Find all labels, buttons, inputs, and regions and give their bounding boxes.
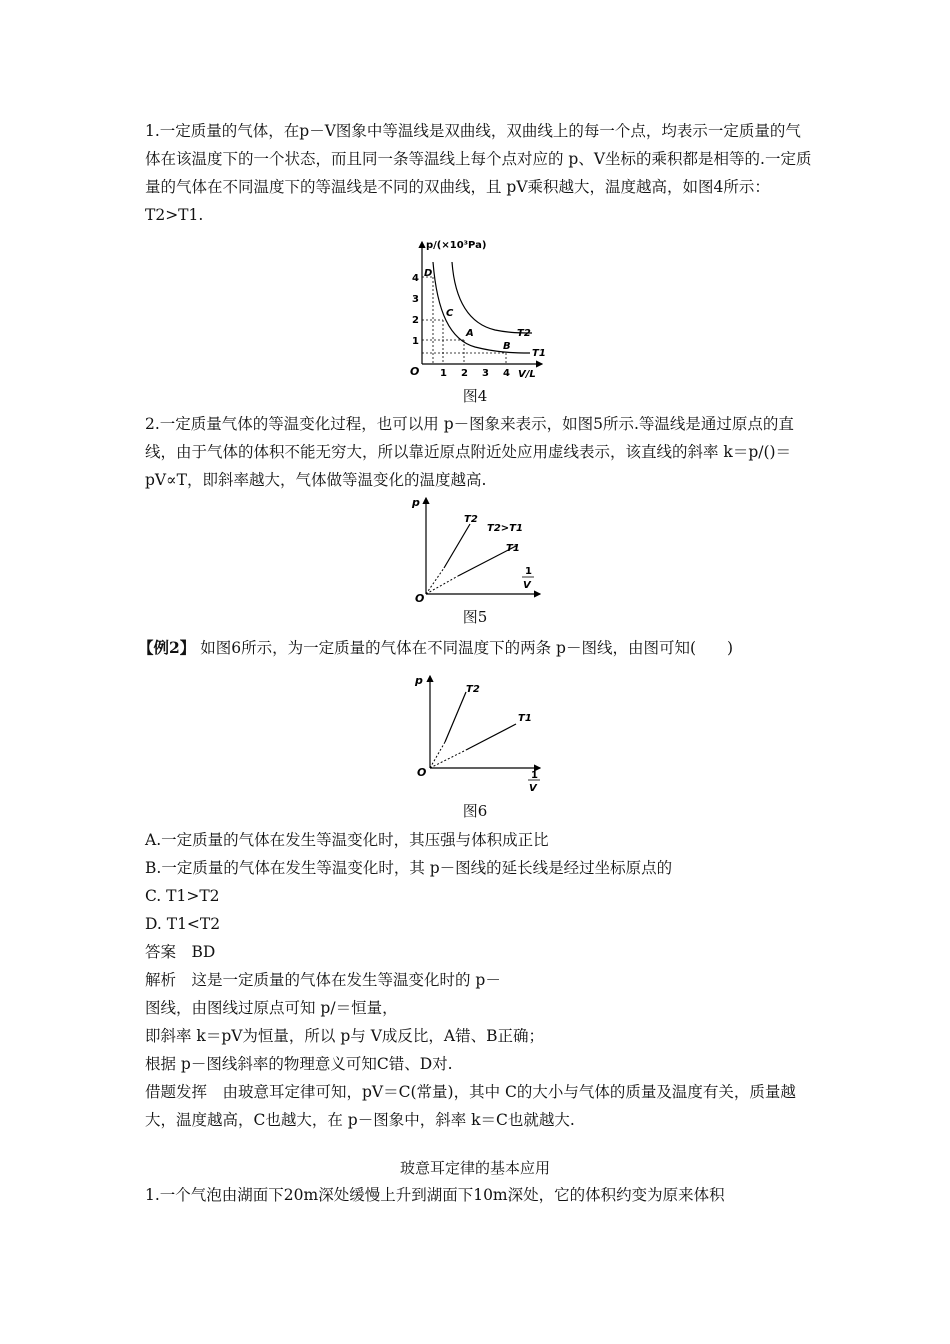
x-tick: 1 [440,368,447,379]
x-axis-label: V/L [518,369,536,380]
point-b: B [503,341,511,352]
y-axis-label: p/(×10³Pa) [426,240,487,251]
y-tick: 1 [412,336,419,347]
y-tick: 3 [412,294,419,305]
point-c: C [446,308,454,319]
figure-4-pv-graph [400,232,560,382]
example-2-question [138,634,808,662]
question-1: 1.一个气泡由湖面下20m深处缓慢上升到湖面下10m深处，它的体积约变为原来体积 [145,1186,725,1204]
x-label-denominator: V [529,783,537,794]
origin-label: O [415,592,425,604]
y-ticks [412,273,419,347]
y-tick: 2 [412,315,419,326]
paragraph-isotherm-line: 2.一定质量气体的等温变化过程，也可以用 p－图象来表示，如图5所示.等温线是通过原点的直线，由于气体的体积不能无穷大，所以靠近原点附近处应用虚线表示，该直线的斜率 k＝p/()＝pV∝T，即斜率越大，气体做等温变化的温度越高. [145,415,794,489]
y-axis-label: p [412,496,420,509]
x-ticks [440,368,510,379]
line-label-t1: T1 [518,713,532,724]
x-tick: 4 [503,368,510,379]
x-tick: 2 [461,368,468,379]
origin-label: O [417,766,427,779]
point-d: D [424,268,433,279]
isotherm-t2 [452,262,532,333]
origin-label: O [410,365,420,378]
example-tag: 【例2】 [138,638,196,657]
y-axis-label: p [415,674,423,687]
x-label-numerator: 1 [531,770,538,781]
analysis-line: 图线，由图线过原点可知 p/＝恒量， [145,999,398,1017]
paragraph-prefix: 1.一定质量的气体，在 [145,122,300,140]
x-tick: 3 [482,368,489,379]
line-label-t2: T2 [464,514,478,525]
line-label-t1: T1 [506,543,520,554]
extension-paragraph: 借题发挥 由玻意耳定律可知，pV＝C(常量)，其中 C的大小与气体的质量及温度有关，质量越大，温度越高，C也越大，在 p－图象中，斜率 k＝C也就越大. [145,1083,796,1129]
paragraph-text: p－V图象中等温线是双曲线，双曲线上的每一个点，均表示一定质量的气体在该温度下的一个状态，而且同一条等温线上每个点对应的 p、V坐标的乘积都是相等的.一定质量的气体在不同温度下的等温线是不同的双曲线，且 pV乘积越大，温度越高，如图4所示：T2>T1. [145,122,812,224]
curve-label-t1: T1 [532,348,546,359]
x-label-numerator: 1 [525,566,532,577]
x-label-denominator: V [523,580,531,591]
paragraph-isotherm-hyperbola [145,117,815,229]
point-a: A [466,328,474,339]
figure-6-caption: 图6 [462,802,488,820]
figure-5-caption: 图5 [462,608,488,626]
option-b: B.一定质量的气体在发生等温变化时，其 p－图线的延长线是经过坐标原点的 [145,859,673,877]
option-a: A.一定质量的气体在发生等温变化时，其压强与体积成正比 [145,831,549,849]
figure-4-caption: 图4 [462,387,488,405]
curve-label-t2: T2 [517,328,531,339]
analysis-line: 解析 这是一定质量的气体在发生等温变化时的 p－ [145,971,501,989]
section-title: 玻意耳定律的基本应用 [399,1159,550,1177]
answer: 答案 BD [145,943,216,961]
analysis-line: 根据 p－图线斜率的物理意义可知C错、D对. [145,1055,453,1073]
line-t1 [466,724,516,750]
line-label-t2: T2 [466,684,480,695]
line-t2 [444,524,470,568]
analysis-line: 即斜率 k＝pV为恒量，所以 p与 V成反比，A错、B正确； [145,1027,544,1045]
temperature-note: T2>T1 [487,523,523,534]
figure-6-p-inverse-v-graph [408,670,548,795]
y-tick: 4 [412,273,419,284]
example-text: 如图6所示，为一定质量的气体在不同温度下的两条 p－图线，由图可知( ) [200,639,734,657]
option-d: D. T1<T2 [145,915,221,933]
line-t2 [445,692,466,742]
figure-5-p-inverse-v-graph [408,492,548,604]
option-c: C. T1>T2 [145,887,220,905]
